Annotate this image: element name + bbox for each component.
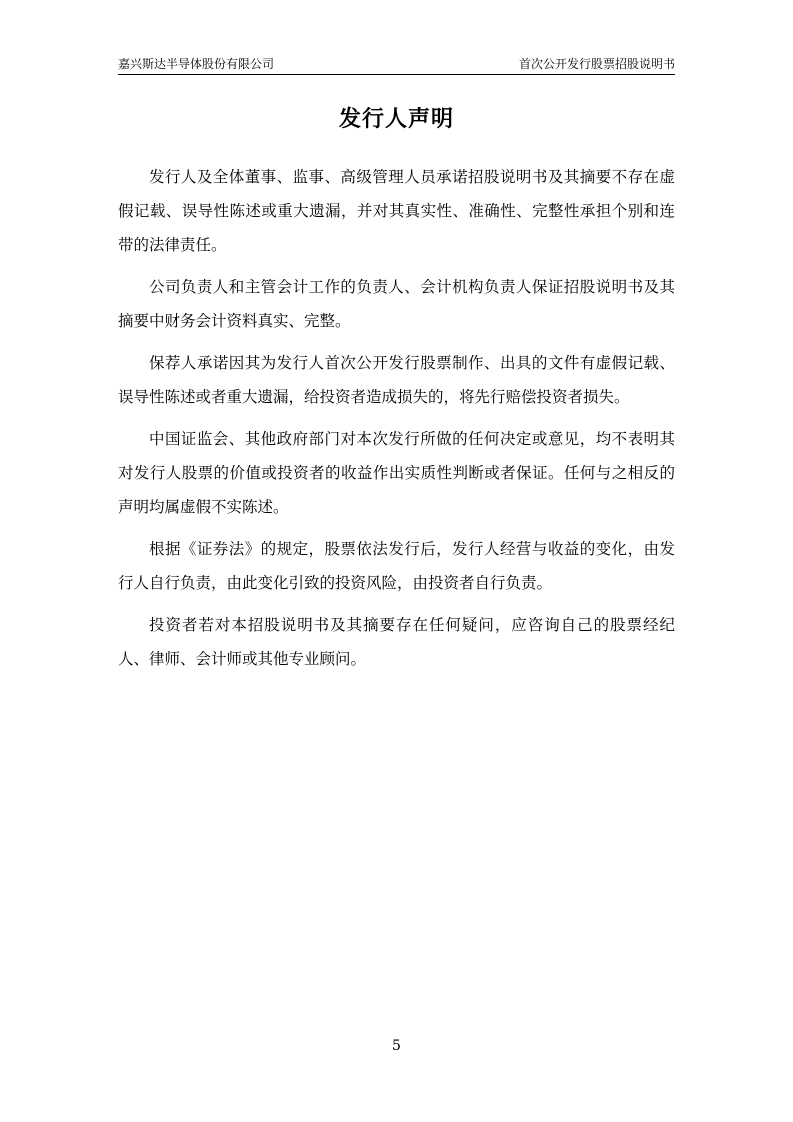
paragraph: 发行人及全体董事、监事、高级管理人员承诺招股说明书及其摘要不存在虚假记载、误导性陈述或重大遗漏，并对其真实性、准确性、完整性承担个别和连带的法律责任。 — [118, 168, 675, 254]
header-document-title: 首次公开发行股票招股说明书 — [518, 57, 675, 71]
paragraph: 公司负责人和主管会计工作的负责人、会计机构负责人保证招股说明书及其摘要中财务会计资料真实、完整。 — [118, 278, 675, 330]
paragraph: 保荐人承诺因其为发行人首次公开发行股票制作、出具的文件有虚假记载、误导性陈述或者重大遗漏，给投资者造成损失的，将先行赔偿投资者损失。 — [118, 354, 675, 406]
paragraph: 投资者若对本招股说明书及其摘要存在任何疑问，应咨询自己的股票经纪人、律师、会计师或其他专业顾问。 — [118, 616, 675, 668]
paragraph: 中国证监会、其他政府部门对本次发行所做的任何决定或意见，均不表明其对发行人股票的价值或投资者的收益作出实质性判断或者保证。任何与之相反的声明均属虚假不实陈述。 — [118, 430, 675, 516]
paragraph: 根据《证券法》的规定，股票依法发行后，发行人经营与收益的变化，由发行人自行负责，由此变化引致的投资风险，由投资者自行负责。 — [118, 540, 675, 592]
statement-body — [118, 160, 675, 684]
header-company-name: 嘉兴斯达半导体股份有限公司 — [118, 57, 275, 71]
page-number: 5 — [392, 1038, 401, 1054]
page-title: 发行人声明 — [338, 107, 454, 132]
page-header — [118, 54, 675, 75]
